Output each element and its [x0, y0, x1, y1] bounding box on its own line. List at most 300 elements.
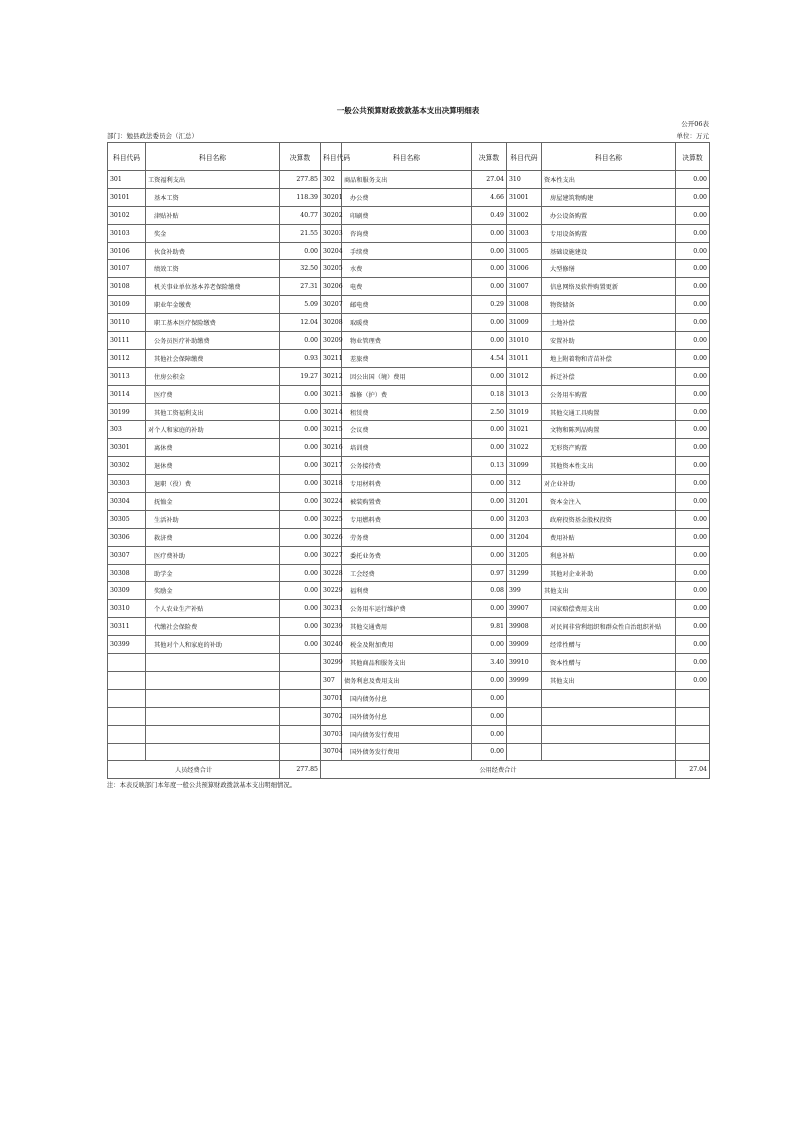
amount-cell: 0.00	[280, 636, 321, 654]
amount-cell: 0.00	[676, 332, 710, 350]
name-cell: 物资储备	[542, 296, 676, 314]
amount-cell: 0.18	[472, 385, 507, 403]
table-row	[108, 439, 710, 457]
code-cell: 30229	[321, 582, 342, 600]
name-cell: 其他商品和服务支出	[342, 654, 472, 672]
name-cell: 水费	[342, 260, 472, 278]
code-cell	[108, 743, 146, 761]
amount-cell: 0.00	[676, 206, 710, 224]
code-cell: 30301	[108, 439, 146, 457]
amount-cell	[280, 689, 321, 707]
amount-cell	[676, 707, 710, 725]
amount-cell: 0.00	[472, 421, 507, 439]
amount-cell: 0.00	[676, 528, 710, 546]
code-cell: 39908	[507, 618, 542, 636]
amount-cell: 4.66	[472, 188, 507, 206]
amount-cell: 0.00	[676, 188, 710, 206]
header-code-3: 科目代码	[507, 143, 542, 171]
amount-cell: 0.00	[676, 385, 710, 403]
header-amount-2: 决算数	[472, 143, 507, 171]
code-cell: 303	[108, 421, 146, 439]
amount-cell	[280, 725, 321, 743]
amount-cell: 0.00	[472, 332, 507, 350]
amount-cell: 0.13	[472, 457, 507, 475]
table-row	[108, 618, 710, 636]
table-row	[108, 171, 710, 189]
amount-cell: 0.00	[280, 421, 321, 439]
name-cell	[146, 743, 280, 761]
code-cell: 30114	[108, 385, 146, 403]
name-cell: 国外债务付息	[342, 707, 472, 725]
header-name-2: 科目名称	[342, 143, 472, 171]
name-cell: 专用燃料费	[342, 510, 472, 528]
amount-cell	[280, 707, 321, 725]
amount-cell	[676, 689, 710, 707]
code-cell: 30101	[108, 188, 146, 206]
code-cell: 30231	[321, 600, 342, 618]
table-row	[108, 314, 710, 332]
amount-cell: 0.00	[472, 636, 507, 654]
public-total-value: 27.04	[676, 761, 710, 779]
unit-label: 单位：万元	[676, 132, 709, 140]
code-cell: 39910	[507, 654, 542, 672]
code-cell: 31022	[507, 439, 542, 457]
code-cell: 30217	[321, 457, 342, 475]
name-cell	[542, 743, 676, 761]
code-cell: 30215	[321, 421, 342, 439]
code-cell	[507, 743, 542, 761]
name-cell: 退职（役）费	[146, 475, 280, 493]
name-cell	[542, 725, 676, 743]
name-cell: 无形资产购置	[542, 439, 676, 457]
table-body	[108, 171, 710, 761]
amount-cell: 0.00	[676, 493, 710, 511]
name-cell: 大型修缮	[542, 260, 676, 278]
code-cell: 30228	[321, 564, 342, 582]
amount-cell: 0.00	[676, 349, 710, 367]
table-row	[108, 689, 710, 707]
name-cell: 机关事业单位基本养老保险缴费	[146, 278, 280, 296]
table-row	[108, 224, 710, 242]
name-cell: 职工基本医疗保险缴费	[146, 314, 280, 332]
table-row	[108, 636, 710, 654]
personnel-total-label: 人员经费合计	[108, 761, 280, 779]
name-cell: 生活补助	[146, 510, 280, 528]
code-cell: 30111	[108, 332, 146, 350]
code-cell: 39909	[507, 636, 542, 654]
name-cell: 债务利息及费用支出	[342, 671, 472, 689]
header-amount-3: 决算数	[676, 143, 710, 171]
amount-cell: 19.27	[280, 367, 321, 385]
name-cell: 委托业务费	[342, 546, 472, 564]
amount-cell: 0.00	[280, 546, 321, 564]
name-cell: 取暖费	[342, 314, 472, 332]
table-row	[108, 278, 710, 296]
code-cell: 30201	[321, 188, 342, 206]
amount-cell: 0.00	[472, 224, 507, 242]
name-cell: 拆迁补偿	[542, 367, 676, 385]
amount-cell: 0.29	[472, 296, 507, 314]
amount-cell: 0.00	[676, 510, 710, 528]
amount-cell: 0.00	[676, 242, 710, 260]
amount-cell: 0.00	[676, 296, 710, 314]
name-cell: 其他交通工具购置	[542, 403, 676, 421]
code-cell: 30303	[108, 475, 146, 493]
name-cell: 印刷费	[342, 206, 472, 224]
name-cell: 基本工资	[146, 188, 280, 206]
code-cell: 30224	[321, 493, 342, 511]
amount-cell: 0.00	[676, 564, 710, 582]
amount-cell: 3.40	[472, 654, 507, 672]
amount-cell: 0.00	[472, 493, 507, 511]
name-cell: 福利费	[342, 582, 472, 600]
code-cell: 30113	[108, 367, 146, 385]
name-cell: 退休费	[146, 457, 280, 475]
amount-cell: 9.81	[472, 618, 507, 636]
table-id: 公开06表	[681, 120, 709, 128]
name-cell: 代缴社会保险费	[146, 618, 280, 636]
name-cell: 医疗费	[146, 385, 280, 403]
amount-cell: 0.93	[280, 349, 321, 367]
code-cell: 30205	[321, 260, 342, 278]
code-cell: 30701	[321, 689, 342, 707]
name-cell	[146, 725, 280, 743]
code-cell	[507, 707, 542, 725]
name-cell: 职业年金缴费	[146, 296, 280, 314]
name-cell: 公务接待费	[342, 457, 472, 475]
report-meta	[107, 130, 709, 142]
name-cell: 邮电费	[342, 296, 472, 314]
name-cell: 国外债务发行费用	[342, 743, 472, 761]
report-sheet	[107, 104, 709, 793]
name-cell: 经常性赠与	[542, 636, 676, 654]
table-row	[108, 725, 710, 743]
table-row	[108, 743, 710, 761]
amount-cell: 0.00	[472, 475, 507, 493]
name-cell: 物业管理费	[342, 332, 472, 350]
amount-cell: 0.00	[280, 457, 321, 475]
code-cell: 30704	[321, 743, 342, 761]
code-cell	[108, 689, 146, 707]
amount-cell: 0.00	[676, 546, 710, 564]
code-cell: 30211	[321, 349, 342, 367]
amount-cell: 0.08	[472, 582, 507, 600]
name-cell: 其他工资福利支出	[146, 403, 280, 421]
table-row	[108, 296, 710, 314]
table-row	[108, 403, 710, 421]
amount-cell: 5.09	[280, 296, 321, 314]
code-cell: 30305	[108, 510, 146, 528]
amount-cell: 0.00	[280, 564, 321, 582]
amount-cell: 32.50	[280, 260, 321, 278]
code-cell: 30307	[108, 546, 146, 564]
name-cell	[146, 689, 280, 707]
name-cell: 土地补偿	[542, 314, 676, 332]
amount-cell: 0.00	[280, 493, 321, 511]
name-cell: 其他对企业补助	[542, 564, 676, 582]
name-cell: 对民间非营利组织和群众性自治组织补贴	[542, 618, 676, 636]
amount-cell: 0.49	[472, 206, 507, 224]
code-cell: 30214	[321, 403, 342, 421]
code-cell: 31001	[507, 188, 542, 206]
name-cell: 商品和服务支出	[342, 171, 472, 189]
amount-cell: 0.00	[676, 636, 710, 654]
amount-cell	[280, 654, 321, 672]
code-cell: 30108	[108, 278, 146, 296]
code-cell: 301	[108, 171, 146, 189]
amount-cell: 0.00	[472, 367, 507, 385]
name-cell: 奖金	[146, 224, 280, 242]
amount-cell: 0.00	[676, 618, 710, 636]
code-cell: 31002	[507, 206, 542, 224]
code-cell: 30208	[321, 314, 342, 332]
amount-cell: 0.00	[676, 421, 710, 439]
amount-cell: 0.00	[280, 332, 321, 350]
header-amount-1: 决算数	[280, 143, 321, 171]
amount-cell: 0.00	[676, 457, 710, 475]
code-cell: 31299	[507, 564, 542, 582]
table-row	[108, 188, 710, 206]
amount-cell: 0.00	[676, 314, 710, 332]
table-row	[108, 475, 710, 493]
public-total-label: 公用经费合计	[321, 761, 676, 779]
header-name-3: 科目名称	[542, 143, 676, 171]
name-cell: 其他社会保障缴费	[146, 349, 280, 367]
name-cell: 离休费	[146, 439, 280, 457]
code-cell: 31011	[507, 349, 542, 367]
name-cell: 办公费	[342, 188, 472, 206]
code-cell: 30302	[108, 457, 146, 475]
code-cell	[108, 654, 146, 672]
code-cell	[507, 689, 542, 707]
name-cell: 被装购置费	[342, 493, 472, 511]
amount-cell: 12.04	[280, 314, 321, 332]
header-code-2: 科目代码	[321, 143, 342, 171]
code-cell: 31099	[507, 457, 542, 475]
name-cell: 救济费	[146, 528, 280, 546]
table-row	[108, 206, 710, 224]
amount-cell	[676, 743, 710, 761]
table-row	[108, 671, 710, 689]
code-cell: 30702	[321, 707, 342, 725]
code-cell: 30102	[108, 206, 146, 224]
amount-cell: 0.00	[472, 528, 507, 546]
amount-cell: 4.54	[472, 349, 507, 367]
code-cell: 30207	[321, 296, 342, 314]
amount-cell: 0.00	[472, 671, 507, 689]
expenditure-table	[107, 142, 710, 779]
name-cell: 培训费	[342, 439, 472, 457]
code-cell: 31012	[507, 367, 542, 385]
amount-cell: 0.00	[676, 367, 710, 385]
code-cell: 31203	[507, 510, 542, 528]
table-row	[108, 564, 710, 582]
table-row	[108, 385, 710, 403]
code-cell: 30299	[321, 654, 342, 672]
table-row	[108, 510, 710, 528]
name-cell: 绩效工资	[146, 260, 280, 278]
name-cell: 资本性赠与	[542, 654, 676, 672]
code-cell: 30212	[321, 367, 342, 385]
name-cell	[146, 707, 280, 725]
code-cell: 30239	[321, 618, 342, 636]
name-cell: 工会经费	[342, 564, 472, 582]
name-cell: 其他支出	[542, 582, 676, 600]
name-cell: 公务用车购置	[542, 385, 676, 403]
name-cell: 安置补助	[542, 332, 676, 350]
code-cell: 30106	[108, 242, 146, 260]
name-cell: 利息补贴	[542, 546, 676, 564]
code-cell: 30309	[108, 582, 146, 600]
amount-cell: 0.00	[280, 618, 321, 636]
table-row	[108, 457, 710, 475]
name-cell: 国内债务发行费用	[342, 725, 472, 743]
amount-cell: 0.00	[676, 475, 710, 493]
amount-cell: 0.00	[676, 582, 710, 600]
name-cell: 文物和陈列品购置	[542, 421, 676, 439]
amount-cell: 0.00	[676, 600, 710, 618]
table-row	[108, 421, 710, 439]
code-cell: 30703	[321, 725, 342, 743]
amount-cell: 0.00	[676, 278, 710, 296]
name-cell: 地上附着物和青苗补偿	[542, 349, 676, 367]
code-cell: 30310	[108, 600, 146, 618]
code-cell: 30240	[321, 636, 342, 654]
department-label: 部门：勉县政法委员会（汇总）	[107, 132, 198, 140]
code-cell: 31019	[507, 403, 542, 421]
name-cell	[146, 671, 280, 689]
code-cell: 31007	[507, 278, 542, 296]
amount-cell: 0.00	[472, 242, 507, 260]
table-row	[108, 260, 710, 278]
amount-cell: 0.00	[280, 403, 321, 421]
code-cell: 399	[507, 582, 542, 600]
code-cell	[108, 671, 146, 689]
code-cell: 30308	[108, 564, 146, 582]
amount-cell: 0.00	[472, 725, 507, 743]
code-cell: 31013	[507, 385, 542, 403]
table-row	[108, 528, 710, 546]
name-cell: 会议费	[342, 421, 472, 439]
amount-cell: 0.00	[472, 600, 507, 618]
table-row	[108, 654, 710, 672]
code-cell: 307	[321, 671, 342, 689]
name-cell: 对企业补助	[542, 475, 676, 493]
table-header-row	[108, 143, 710, 171]
table-row	[108, 349, 710, 367]
amount-cell: 0.00	[472, 743, 507, 761]
name-cell: 信息网络及软件购置更新	[542, 278, 676, 296]
code-cell: 302	[321, 171, 342, 189]
code-cell: 30306	[108, 528, 146, 546]
name-cell: 工资福利支出	[146, 171, 280, 189]
amount-cell: 0.00	[280, 475, 321, 493]
amount-cell	[280, 671, 321, 689]
name-cell	[542, 707, 676, 725]
amount-cell	[676, 725, 710, 743]
code-cell: 30216	[321, 439, 342, 457]
code-cell	[507, 725, 542, 743]
amount-cell: 0.00	[280, 600, 321, 618]
code-cell: 30110	[108, 314, 146, 332]
code-cell: 31204	[507, 528, 542, 546]
code-cell: 30213	[321, 385, 342, 403]
amount-cell: 0.00	[676, 171, 710, 189]
code-cell: 31021	[507, 421, 542, 439]
amount-cell: 0.00	[472, 278, 507, 296]
code-cell: 30206	[321, 278, 342, 296]
amount-cell: 0.00	[280, 582, 321, 600]
amount-cell: 0.00	[472, 439, 507, 457]
personnel-total-value: 277.85	[280, 761, 321, 779]
table-row	[108, 332, 710, 350]
amount-cell: 0.00	[280, 510, 321, 528]
amount-cell: 0.00	[280, 242, 321, 260]
code-cell: 30203	[321, 224, 342, 242]
name-cell: 政府投资基金股权投资	[542, 510, 676, 528]
header-code-1: 科目代码	[108, 143, 146, 171]
code-cell: 30109	[108, 296, 146, 314]
amount-cell: 27.04	[472, 171, 507, 189]
code-cell	[108, 725, 146, 743]
name-cell: 国内债务付息	[342, 689, 472, 707]
amount-cell: 27.31	[280, 278, 321, 296]
amount-cell: 0.00	[280, 528, 321, 546]
table-row	[108, 707, 710, 725]
name-cell: 专用设备购置	[542, 224, 676, 242]
name-cell: 对个人和家庭的补助	[146, 421, 280, 439]
amount-cell	[280, 743, 321, 761]
code-cell: 312	[507, 475, 542, 493]
report-title: 一般公共预算财政拨款基本支出决算明细表	[336, 106, 480, 115]
name-cell: 房屋建筑物购建	[542, 188, 676, 206]
name-cell	[542, 689, 676, 707]
name-cell: 电费	[342, 278, 472, 296]
name-cell: 税金及附加费用	[342, 636, 472, 654]
code-cell: 30204	[321, 242, 342, 260]
code-cell: 30199	[108, 403, 146, 421]
amount-cell: 0.00	[472, 510, 507, 528]
code-cell: 31201	[507, 493, 542, 511]
name-cell: 其他资本性支出	[542, 457, 676, 475]
code-cell: 30112	[108, 349, 146, 367]
footnote: 注：本表反映部门本年度一般公共预算财政拨款基本支出明细情况。	[107, 782, 296, 790]
code-cell: 31008	[507, 296, 542, 314]
name-cell: 住房公积金	[146, 367, 280, 385]
name-cell: 专用材料费	[342, 475, 472, 493]
code-cell: 30311	[108, 618, 146, 636]
code-cell: 30107	[108, 260, 146, 278]
amount-cell: 0.00	[676, 403, 710, 421]
code-cell: 30226	[321, 528, 342, 546]
amount-cell: 0.00	[280, 385, 321, 403]
table-row	[108, 493, 710, 511]
name-cell: 维修（护）费	[342, 385, 472, 403]
amount-cell: 0.00	[472, 546, 507, 564]
code-cell: 31010	[507, 332, 542, 350]
name-cell: 伙食补助费	[146, 242, 280, 260]
amount-cell: 0.00	[676, 260, 710, 278]
name-cell: 租赁费	[342, 403, 472, 421]
name-cell: 公务用车运行维护费	[342, 600, 472, 618]
amount-cell: 0.00	[676, 654, 710, 672]
amount-cell: 0.00	[676, 224, 710, 242]
code-cell: 30103	[108, 224, 146, 242]
code-cell: 30399	[108, 636, 146, 654]
name-cell: 咨询费	[342, 224, 472, 242]
name-cell: 个人农业生产补贴	[146, 600, 280, 618]
amount-cell: 277.85	[280, 171, 321, 189]
